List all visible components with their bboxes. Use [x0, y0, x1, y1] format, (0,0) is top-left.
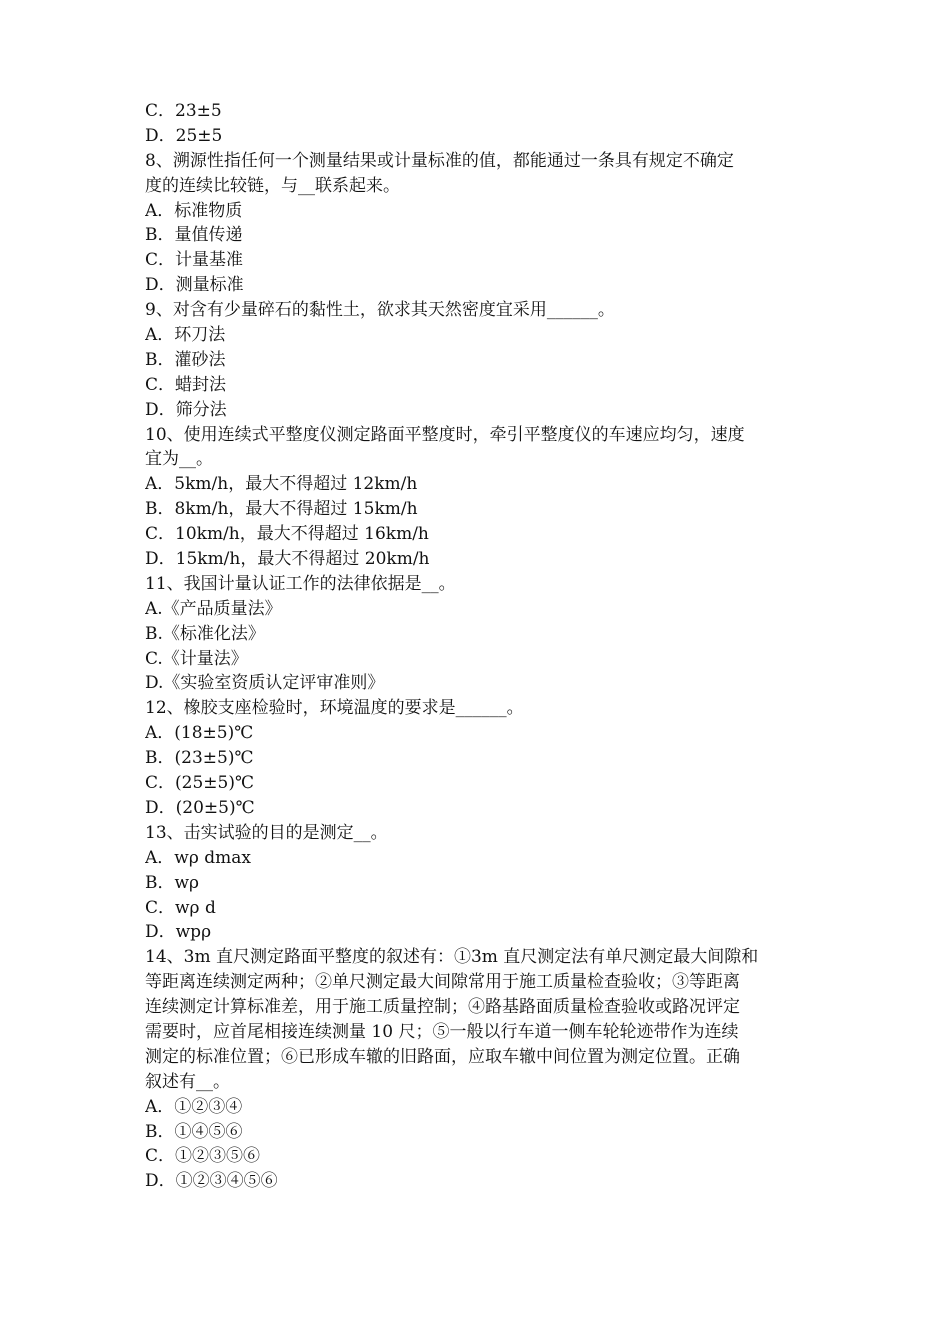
answer-option-line: D．25±5 — [145, 125, 223, 146]
document-body — [145, 99, 810, 1194]
answer-option-line: B．8km/h，最大不得超过 15km/h — [145, 499, 418, 520]
answer-option-line: A.《产品质量法》 — [145, 598, 282, 619]
answer-option-line: C．10km/h，最大不得超过 16km/h — [145, 524, 429, 545]
answer-option-line: A．5km/h，最大不得超过 12km/h — [145, 474, 418, 495]
answer-option-line: A．标准物质 — [145, 200, 243, 221]
answer-option-line: B.《标准化法》 — [145, 623, 265, 644]
answer-option-line: D．15km/h，最大不得超过 20km/h — [145, 549, 430, 570]
question-text-line: 12、橡胶支座检验时，环境温度的要求是______。 — [145, 698, 524, 719]
question-text-line: 9、对含有少量碎石的黏性土，欲求其天然密度宜采用______。 — [145, 300, 615, 321]
answer-option-line: A．wρ dmax — [145, 847, 251, 868]
question-text-line: 需要时，应首尾相接连续测量 10 尺；⑤一般以行车道一侧车轮轮迹带作为连续 — [145, 1021, 739, 1042]
answer-option-line: D．wpρ — [145, 922, 212, 943]
answer-option-line: D．筛分法 — [145, 399, 227, 420]
answer-option-line: C．蜡封法 — [145, 374, 227, 395]
question-text-line: 11、我国计量认证工作的法律依据是__。 — [145, 573, 456, 594]
question-text-line: 宜为__。 — [145, 449, 213, 470]
answer-option-line: B．(23±5)℃ — [145, 748, 254, 769]
answer-option-line: B．量值传递 — [145, 225, 243, 246]
question-text-line: 8、溯源性指任何一个测量结果或计量标准的值，都能通过一条具有规定不确定 — [145, 150, 734, 171]
question-text-line: 10、使用连续式平整度仪测定路面平整度时，牵引平整度仪的车速应均匀，速度 — [145, 424, 745, 445]
answer-option-line: B．wρ — [145, 872, 200, 893]
question-text-line: 14、3m 直尺测定路面平整度的叙述有：①3m 直尺测定法有单尺测定最大间隙和 — [145, 947, 759, 968]
answer-option-line: D．测量标准 — [145, 275, 244, 296]
question-text-line: 叙述有__。 — [145, 1071, 230, 1092]
answer-option-line: C．①②③⑤⑥ — [145, 1146, 261, 1167]
answer-option-line: B．灌砂法 — [145, 349, 226, 370]
question-text-line: 测定的标准位置；⑥已形成车辙的旧路面，应取车辙中间位置为测定位置。正确 — [145, 1046, 740, 1067]
answer-option-line: A．(18±5)℃ — [145, 723, 254, 744]
answer-option-line: A．①②③④ — [145, 1096, 243, 1117]
question-text-line: 连续测定计算标准差，用于施工质量控制；④路基路面质量检查验收或路况评定 — [145, 997, 740, 1018]
answer-option-line: C．(25±5)℃ — [145, 773, 254, 794]
answer-option-line: D．(20±5)℃ — [145, 797, 255, 818]
answer-option-line: C.《计量法》 — [145, 648, 248, 669]
question-text-line: 13、击实试验的目的是测定__。 — [145, 822, 388, 843]
answer-option-line: C．23±5 — [145, 101, 222, 121]
answer-option-line: C．wρ d — [145, 897, 216, 918]
answer-option-line: D.《实验室资质认定评审准则》 — [145, 673, 385, 694]
answer-option-line: B．①④⑤⑥ — [145, 1121, 243, 1142]
question-text-line: 度的连续比较链，与__联系起来。 — [145, 175, 400, 196]
answer-option-line: A．环刀法 — [145, 325, 226, 346]
answer-option-line: C．计量基准 — [145, 250, 244, 271]
answer-option-line: D．①②③④⑤⑥ — [145, 1171, 278, 1192]
question-text-line: 等距离连续测定两种；②单尺测定最大间隙常用于施工质量检查验收；③等距离 — [145, 972, 740, 993]
